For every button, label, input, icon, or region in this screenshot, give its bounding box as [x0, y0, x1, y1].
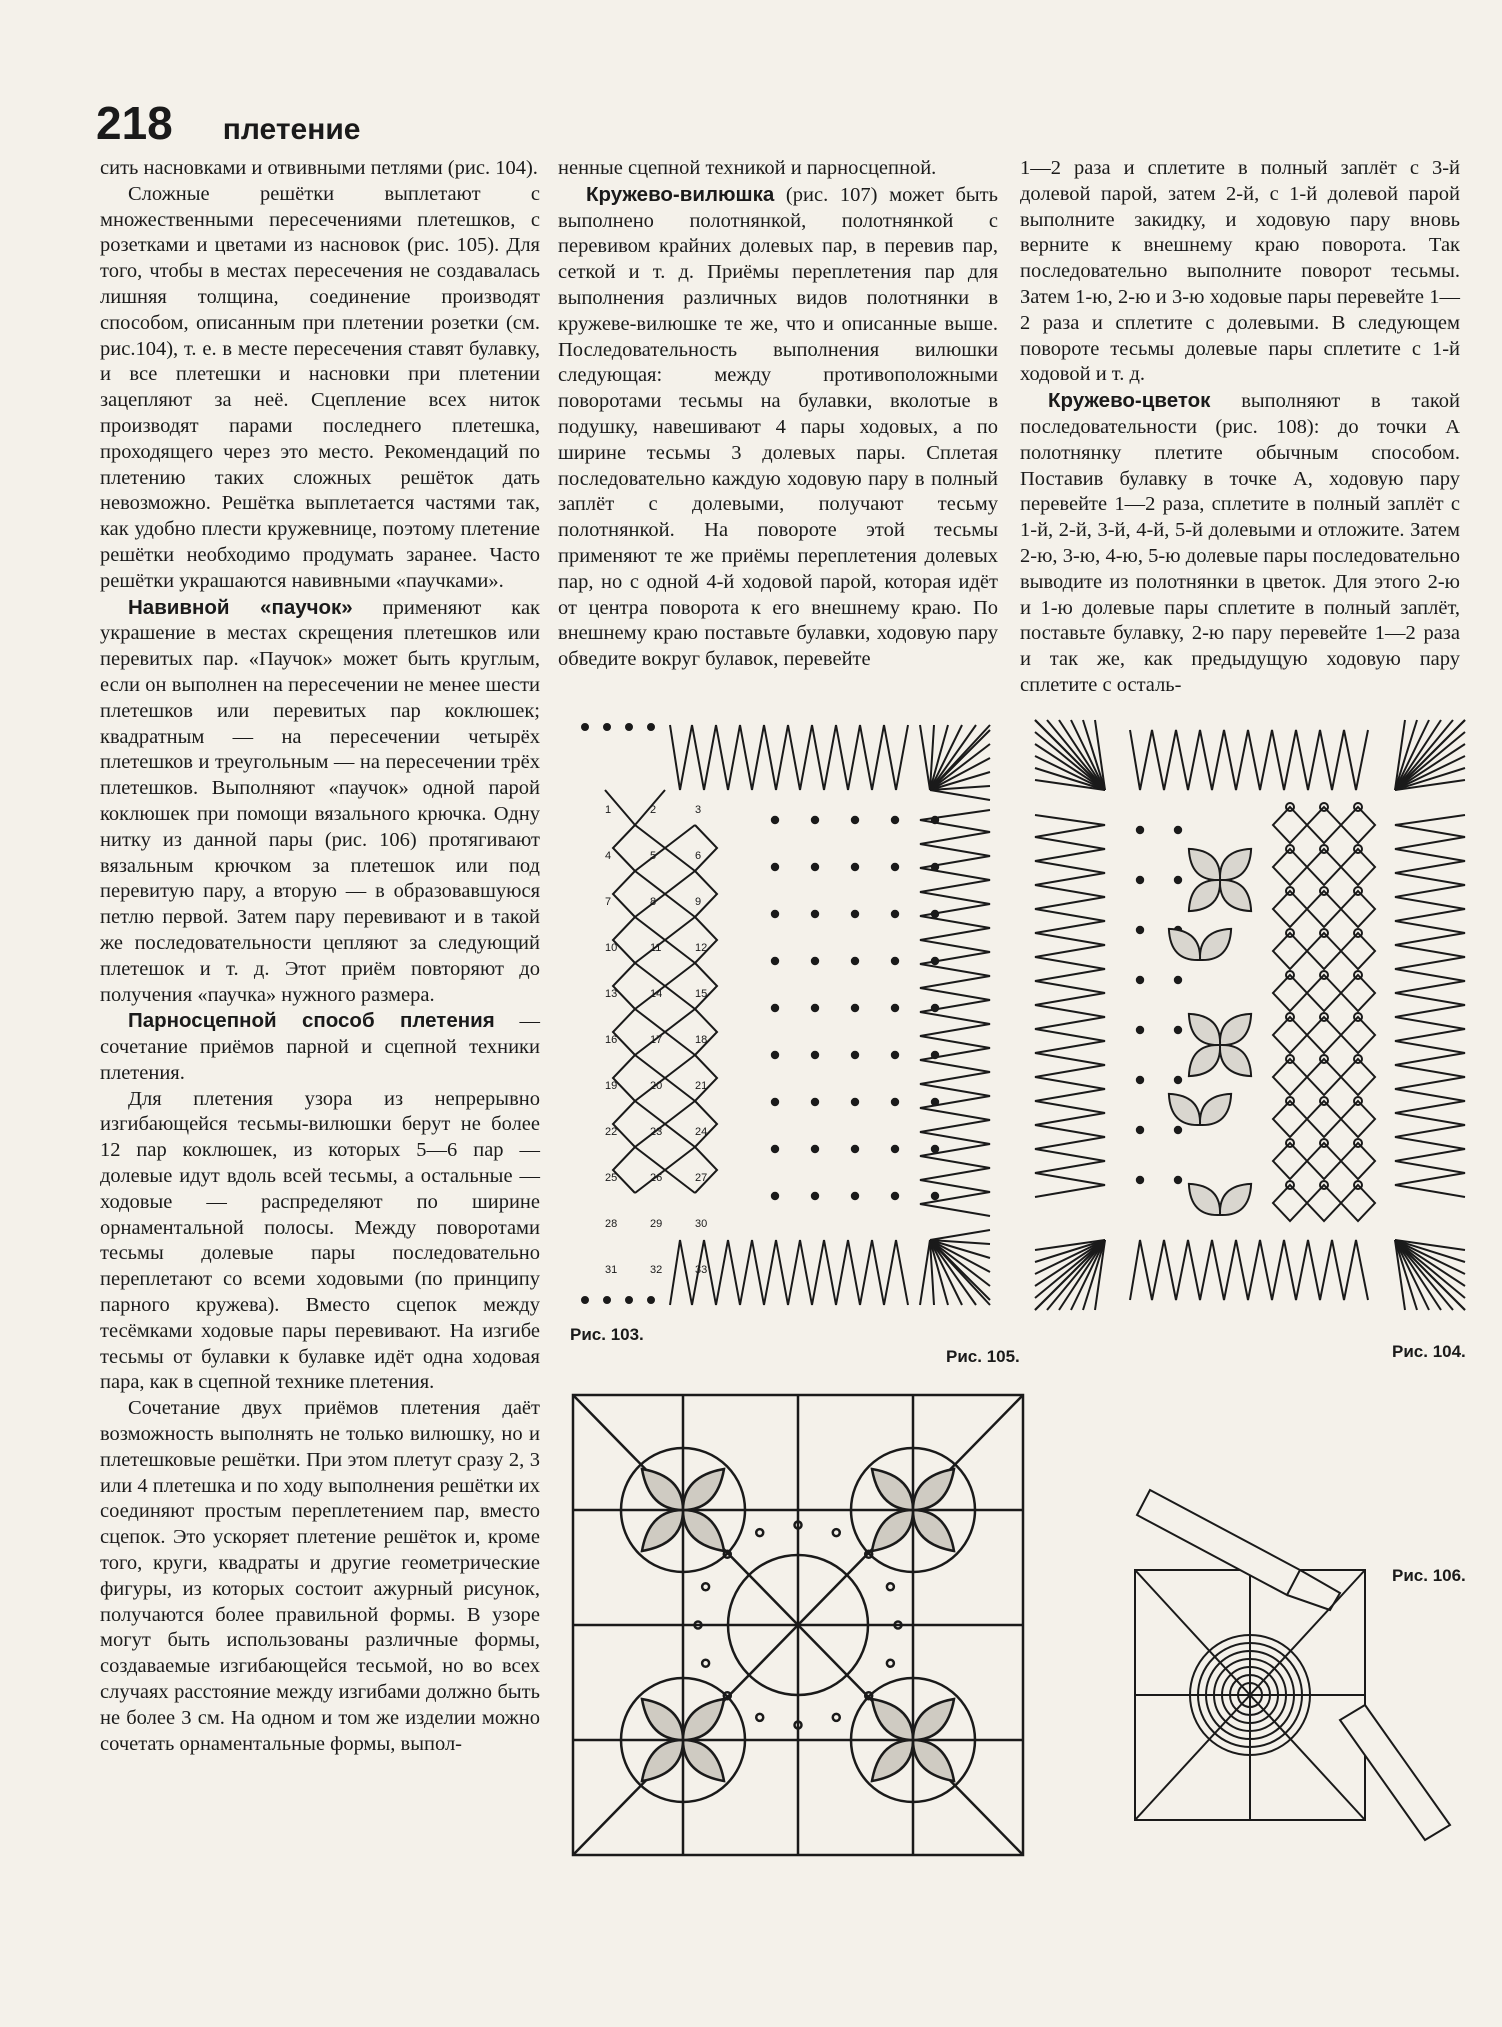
pin-dot — [1175, 1027, 1181, 1033]
step-number: 13 — [605, 988, 618, 1000]
leaf-shape — [1181, 872, 1228, 919]
lattice-segment — [635, 917, 695, 963]
pin-dot — [852, 1193, 858, 1199]
leaf-shape — [1181, 1037, 1228, 1084]
zigzag-left — [1035, 815, 1105, 1197]
paragraph-text: 1—2 раза и сплетите в полный заплёт с 3-й долевой парой, затем 2-й, с 1-й долевой парой выполните закидку, и ходовую пару вновь верните к внешнему краю поворота. Так последовательно выполните поворот тесьмы. Затем 1-ю, 2-ю и 3-ю ходовые пары перевейте 1—2 раза и сплетите с долевыми. В следующем повороте тесьмы долевые пары сплетите с 1-й ходовой и т. д. — [1020, 157, 1460, 386]
pin-dot — [604, 724, 610, 730]
term-heading: Кружево-цветок — [1048, 389, 1211, 413]
step-number: 29 — [650, 1218, 663, 1230]
lattice-diamond — [1273, 1017, 1307, 1053]
lattice-diamond — [1341, 849, 1375, 885]
lattice-diamond — [1273, 1101, 1307, 1137]
pin-dot — [932, 817, 938, 823]
paragraph — [558, 182, 998, 673]
pin-dot — [932, 958, 938, 964]
pin-dot — [892, 911, 898, 917]
pin-dot — [772, 864, 778, 870]
pin-dot — [1137, 1027, 1143, 1033]
lattice-segment — [695, 825, 717, 871]
pin-dot — [852, 864, 858, 870]
pin-hole — [887, 1660, 894, 1667]
step-number: 14 — [650, 988, 663, 1000]
leaf-shape — [1181, 1176, 1228, 1223]
zigzag-right — [920, 810, 990, 1216]
lattice-diamond — [1307, 849, 1341, 885]
step-number: 10 — [605, 942, 618, 954]
paragraph-text: Сложные решётки выплетают с множественными пересечениями плетешков, с розетками и цветами из насновок (рис. 105). Для того, чтобы в местах пересечения не создавалась лишняя толщина, соединение производят способом, описанным при плетении розетки (см. рис.104), т. е. в месте пересечения ставят булавку, и все плетешки и насновки при плетении зацепляют за неё. Сцепление всех ниток производят парами последнего плетешка, проходящего через это место. Рекомендаций по плетению таких сложных решёток дать невозможно. Решётка выплетается частями так, как удобно плести кружевнице, поэтому плетение решётки необходимо продумать заранее. Часто решётки украшаются навивными «паучками». — [100, 182, 540, 592]
pin-dot — [932, 1146, 938, 1152]
pin-dot — [772, 1099, 778, 1105]
pin-dot — [812, 1052, 818, 1058]
lattice-diamond — [1341, 1017, 1375, 1053]
pin-dot — [648, 1297, 654, 1303]
paragraph — [100, 156, 540, 182]
lattice-segment — [635, 1009, 695, 1055]
paragraph — [1020, 388, 1460, 699]
step-number: 15 — [695, 988, 708, 1000]
term-heading: Кружево-вилюшка — [586, 182, 775, 206]
paragraph-text: Сочетание двух приёмов плетения даёт возможность выполнять не только вилюшку, но и плетешковые решётки. При этом плетут сразу 2, 3 или 4 плетешка и по ходу выполнения решётки их соединяют простым переплетением пар, вместо сцепок. Это ускоряет плетение решёток и, кроме того, круги, квадраты и другие геометрические фигуры, из которых состоит ажурный рисунок, получаются более правильной формы. В узоре могут быть использованы различные формы, создаваемые изгибающейся тесьмой, но во всех случаях расстояние между изгибами должно быть не более 3 см. На одном и том же изделии можно сочетать орнаментальные формы, выпол- — [100, 1397, 540, 1755]
pin-hole — [702, 1660, 709, 1667]
pin-dot — [1137, 1077, 1143, 1083]
step-number: 23 — [650, 1126, 663, 1138]
text-column-1 — [100, 156, 540, 1757]
pin-dot — [1137, 827, 1143, 833]
paragraph-text: Для плетения узора из непрерывно изгибающейся тесьмы-вилюшки берут не более 12 пар коклюшек, из которых 5—6 пар — долевые идут вдоль всей тесьмы, а остальные — ходовые — распределяют по ширине орнаментальной полосы. Между поворотами тесьмы долевые пары последовательно переплетают со всеми ходовыми (по принципу парного кружева). Вместо сцепок между тесёмками ходовые пары перевивают. На изгибе тесьмы от булавки к булавке идёт одна ходовая пара, как в сцепной технике плетения. — [100, 1087, 540, 1394]
lattice-diamond — [1307, 807, 1341, 843]
term-heading: Навивной «паучок» — [128, 595, 353, 619]
lattice-diamond — [1273, 933, 1307, 969]
paragraph-text: — сочетание приёмов парной и сцепной техники плетения. — [100, 1010, 541, 1084]
step-number: 2 — [650, 804, 657, 816]
lattice-diamond — [1273, 975, 1307, 1011]
lattice-segment — [635, 825, 695, 871]
pin-dot — [626, 724, 632, 730]
step-number: 33 — [695, 1264, 708, 1276]
pin-dot — [1175, 1127, 1181, 1133]
step-number: 5 — [650, 850, 657, 862]
lattice-diamond — [1307, 975, 1341, 1011]
step-number: 16 — [605, 1034, 618, 1046]
page-header — [96, 96, 360, 150]
lattice-segment — [695, 1147, 717, 1193]
pin-dot — [1175, 877, 1181, 883]
crochet-hook — [1137, 1490, 1300, 1595]
step-number: 31 — [605, 1264, 618, 1276]
lattice-segment — [695, 963, 717, 1009]
pin-dot — [812, 1099, 818, 1105]
step-number: 24 — [695, 1126, 708, 1138]
lattice-diamond — [1307, 1017, 1341, 1053]
pin-hole — [702, 1583, 709, 1590]
step-number: 7 — [605, 896, 612, 908]
fan-line — [920, 1240, 930, 1305]
lattice-diamond — [1341, 1059, 1375, 1095]
pin-dot — [812, 911, 818, 917]
pin-dot — [1137, 1177, 1143, 1183]
fan-line — [930, 725, 976, 790]
step-number: 12 — [695, 942, 708, 954]
lattice-diamond — [1341, 1101, 1375, 1137]
lattice-diamond — [1273, 849, 1307, 885]
pin-dot — [892, 1146, 898, 1152]
pin-dot — [932, 1052, 938, 1058]
fan-line — [930, 744, 990, 790]
pin-dot — [892, 958, 898, 964]
pin-dot — [772, 1005, 778, 1011]
step-number: 19 — [605, 1080, 618, 1092]
fan-line — [930, 1240, 990, 1286]
pin-dot — [892, 1193, 898, 1199]
pin-hole — [833, 1529, 840, 1536]
lattice-diamond — [1341, 975, 1375, 1011]
lattice-diamond — [1307, 1143, 1341, 1179]
pin-dot — [812, 958, 818, 964]
pin-dot — [1137, 927, 1143, 933]
lattice-diamond — [1273, 891, 1307, 927]
pin-dot — [772, 911, 778, 917]
step-number: 28 — [605, 1218, 618, 1230]
pin-hole — [833, 1714, 840, 1721]
fan-line — [930, 1230, 990, 1240]
fan-line — [930, 790, 990, 800]
paragraph-text: применяют как украшение в местах скрещения плетешков или перевитых пар. «Паучок» может быть круглым, если он выполнен на пересечении не менее шести плетешков или перевитых пар коклюшек; квадратным — на пересечении четырёх плетешков и треугольным — на пересечении трёх плетешков. Выполняют «паучок» одной парой коклюшек при помощи вязального крючка. Одну нитку из данной пары (рис. 106) протягивают вязальным крючком за плетешок или под перевитую пару, а вторую — в образовавшуюся петлю первой. Затем пару перевивают и в такой же последовательности цепляют за следующий плетешок и т. д. Этот приём повторяют до получения «паучка» нужного размера. — [100, 596, 540, 1006]
pin-dot — [892, 1052, 898, 1058]
lattice-segment — [635, 871, 695, 917]
pin-dot — [932, 1099, 938, 1105]
pin-dot — [892, 864, 898, 870]
paragraph — [558, 156, 998, 182]
lattice-segment — [635, 1147, 695, 1193]
step-number: 8 — [650, 896, 657, 908]
pin-dot — [932, 1193, 938, 1199]
lattice-segment — [613, 917, 635, 963]
pin-dot — [932, 911, 938, 917]
lattice-segment — [695, 917, 717, 963]
leaf-shape — [1161, 1086, 1208, 1133]
pin-dot — [932, 864, 938, 870]
pin-dot — [852, 817, 858, 823]
text-column-2 — [558, 156, 998, 673]
step-number: 22 — [605, 1126, 618, 1138]
pin-dot — [1137, 877, 1143, 883]
pin-dot — [852, 911, 858, 917]
pin-dot — [772, 958, 778, 964]
paragraph-text: ненные сцепной техникой и парносцепной. — [558, 157, 937, 179]
pin-dot — [1175, 1177, 1181, 1183]
pin-dot — [852, 958, 858, 964]
leaf-shape — [1161, 921, 1208, 968]
figure-103-diagram — [575, 715, 1000, 1315]
pin-dot — [604, 1297, 610, 1303]
pin-dot — [1137, 977, 1143, 983]
pin-dot — [772, 1146, 778, 1152]
pin-dot — [626, 1297, 632, 1303]
paragraph-text: выполняют в такой последовательности (рис. 108): до точки А полотнянку плетите обычным способом. Поставив булавку в точке А, ходовую пару перевейте 1—2 раза, сплетите в полный заплёт с 1-й, 2-й, 3-й, 4-й, 5-й долевыми и отложите. Затем 2-ю, 3-ю, 4-ю, 5-ю долевые пары последовательно выводите из полотнянки в цветок. Для этого 2-ю и 1-ю долевые пары сплетите в полный заплёт, поставьте булавку, 2-ю пару перевейте 1—2 раза и так же, как предыдущую ходовую пару сплетите с осталь- — [1020, 390, 1460, 696]
lattice-diamond — [1341, 1185, 1375, 1221]
lattice-segment — [695, 1009, 717, 1055]
step-number: 18 — [695, 1034, 708, 1046]
pin-dot — [852, 1146, 858, 1152]
pin-dot — [582, 1297, 588, 1303]
pin-hole — [756, 1714, 763, 1721]
lattice-diamond — [1273, 1185, 1307, 1221]
pin-dot — [648, 724, 654, 730]
lattice-segment — [613, 963, 635, 1009]
paragraph — [100, 1087, 540, 1397]
zigzag-top — [670, 725, 908, 790]
figure-105-grille — [568, 1390, 1028, 1860]
lattice-diamond — [1307, 1185, 1341, 1221]
paragraph — [100, 595, 540, 1009]
paragraph-text: сить насновками и отвивными петлями (рис. 104). — [100, 157, 538, 179]
pin-dot — [812, 1005, 818, 1011]
paragraph-text: (рис. 107) может быть выполнено полотнянкой, полотнянкой с перевивом крайних долевых пар, в перевив пар, сеткой и т. д. Приёмы переплетения пар для выполнения различных видов полотнянки в кружеве-вилюшке те же, что и описанные выше. Последовательность выполнения вилюшки следующая: между противоположными поворотами тесьмы на булавки, вколотые в подушку, навешивают 4 пары ходовых, а по ширине тесьмы 3 долевых пары. Сплетая последовательно каждую ходовую пару в полный заплёт с долевыми, получают тесьму полотнянкой. На повороте этой тесьмы применяют те же приёмы переплетения долевых пар, но с одной 4-й ходовой парой, которая идёт от центра поворота к его внешнему краю. По внешнему краю поставьте булавки, ходовую пару обведите вокруг булавок, перевейте — [558, 183, 998, 671]
lattice-segment — [613, 871, 635, 917]
pin-dot — [1175, 1077, 1181, 1083]
lattice-segment — [613, 1101, 635, 1147]
pin-dot — [812, 817, 818, 823]
step-number: 26 — [650, 1172, 663, 1184]
lattice-diamond — [1273, 1143, 1307, 1179]
figure-106-spider — [1125, 1475, 1465, 1845]
pin-dot — [892, 817, 898, 823]
lattice-diamond — [1341, 891, 1375, 927]
lattice-segment — [635, 1055, 695, 1101]
step-number: 27 — [695, 1172, 708, 1184]
section-title: плетение — [222, 113, 361, 146]
pin-dot — [812, 1193, 818, 1199]
paragraph — [100, 1008, 540, 1086]
lattice-diamond — [1341, 933, 1375, 969]
step-number: 9 — [695, 896, 702, 908]
lattice-segment — [613, 1055, 635, 1101]
fan-line — [930, 1240, 976, 1305]
pin-dot — [812, 1146, 818, 1152]
step-number: 17 — [650, 1034, 663, 1046]
caption-fig-106: Рис. 106. — [1392, 1566, 1466, 1585]
pin-dot — [852, 1005, 858, 1011]
caption-fig-103: Рис. 103. — [570, 1325, 644, 1344]
lattice-diamond — [1273, 807, 1307, 843]
pin-dot — [1137, 1127, 1143, 1133]
lattice-segment — [635, 1101, 695, 1147]
lattice-diamond — [1341, 1143, 1375, 1179]
lattice-segment — [695, 871, 717, 917]
pin-dot — [892, 1099, 898, 1105]
pin-dot — [582, 724, 588, 730]
step-number: 11 — [650, 942, 662, 954]
zigzag-bottom — [1130, 1240, 1368, 1300]
step-number: 20 — [650, 1080, 663, 1092]
pin-hole — [756, 1529, 763, 1536]
pin-dot — [1175, 977, 1181, 983]
text-column-3 — [1020, 156, 1460, 699]
step-number: 21 — [695, 1080, 708, 1092]
paragraph — [100, 1396, 540, 1757]
page-number: 218 — [96, 97, 173, 149]
step-number: 25 — [605, 1172, 618, 1184]
pin-dot — [772, 1052, 778, 1058]
pin-dot — [892, 1005, 898, 1011]
paragraph — [1020, 156, 1460, 388]
lattice-segment — [695, 1055, 717, 1101]
lattice-segment — [695, 1101, 717, 1147]
pin-dot — [1175, 827, 1181, 833]
pin-dot — [772, 1193, 778, 1199]
lattice-segment — [613, 1147, 635, 1193]
step-number: 1 — [605, 804, 612, 816]
step-number: 30 — [695, 1218, 708, 1230]
pin-dot — [812, 864, 818, 870]
lattice-diamond — [1273, 1059, 1307, 1095]
step-number: 4 — [605, 850, 612, 862]
pin-dot — [852, 1052, 858, 1058]
step-number: 3 — [695, 804, 702, 816]
caption-fig-105: Рис. 105. — [946, 1347, 1020, 1366]
pin-hole — [887, 1583, 894, 1590]
lattice-diamond — [1307, 933, 1341, 969]
pin-dot — [852, 1099, 858, 1105]
lattice-diamond — [1341, 807, 1375, 843]
lattice-segment — [613, 1009, 635, 1055]
zigzag-right — [1395, 815, 1465, 1197]
pin-dot — [772, 817, 778, 823]
zigzag-top — [1130, 730, 1368, 790]
paragraph — [100, 182, 540, 595]
step-number: 32 — [650, 1264, 663, 1276]
lattice-segment — [635, 963, 695, 1009]
term-heading: Парносцепной способ плетения — [128, 1009, 495, 1033]
caption-fig-104: Рис. 104. — [1392, 1342, 1466, 1361]
lattice-diamond — [1307, 1101, 1341, 1137]
fan-line — [920, 725, 930, 790]
lattice-diamond — [1307, 891, 1341, 927]
lattice-diamond — [1307, 1059, 1341, 1095]
figure-104-diagram — [1030, 715, 1470, 1315]
step-number: 6 — [695, 850, 702, 862]
pin-dot — [932, 1005, 938, 1011]
lattice-segment — [613, 825, 635, 871]
